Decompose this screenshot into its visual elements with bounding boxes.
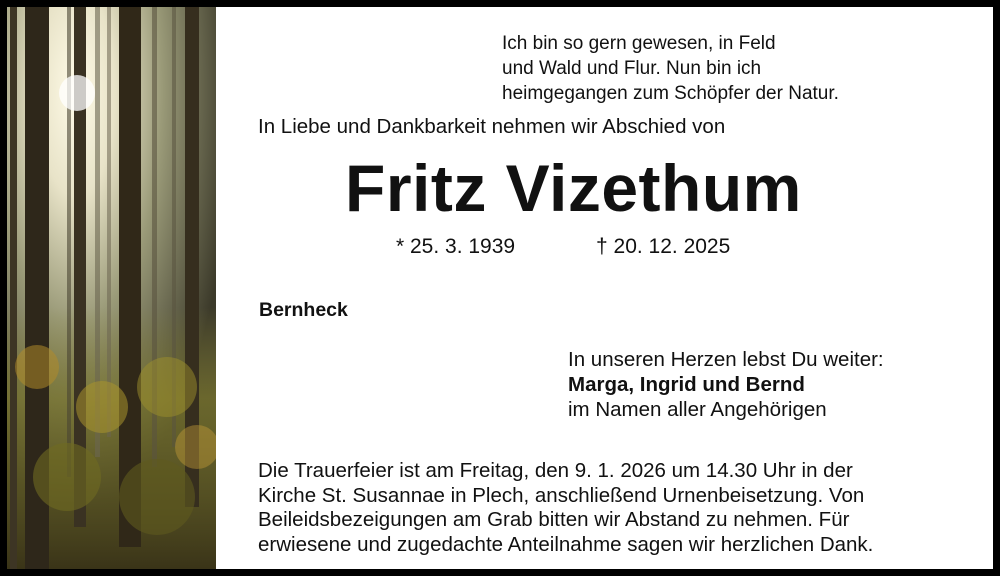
farewell-intro: In Liebe und Dankbarkeit nehmen wir Abschied von [258,115,726,138]
family-dedication: In unseren Herzen lebst Du weiter: [568,348,884,371]
death-date: † 20. 12. 2025 [596,235,731,258]
hometown: Bernheck [259,299,348,321]
memorial-poem: Ich bin so gern gewesen, in Feld und Wald und Flur. Nun bin ich heimgegangen zum Schöpfer der Natur. [502,33,839,104]
family-relatives-line: im Namen aller Angehörigen [568,398,827,421]
forest-sunlight-image [7,7,216,569]
birth-date: * 25. 3. 1939 [396,235,516,258]
deceased-name: Fritz Vizethum [345,151,802,225]
funeral-ceremony-notice: Die Trauerfeier ist am Freitag, den 9. 1. 2026 um 14.30 Uhr in der Kirche St. Susannae in Plech, anschließend Urnenbeisetzung. Von Beileidsbezeigungen am Grab bitten wir Abstand zu nehmen. Für erwiesene und zugedachte Anteilnahme sagen wir herzlichen Dank. [258,459,874,556]
family-names: Marga, Ingrid und Bernd [568,373,805,396]
forest-photo [7,7,216,569]
